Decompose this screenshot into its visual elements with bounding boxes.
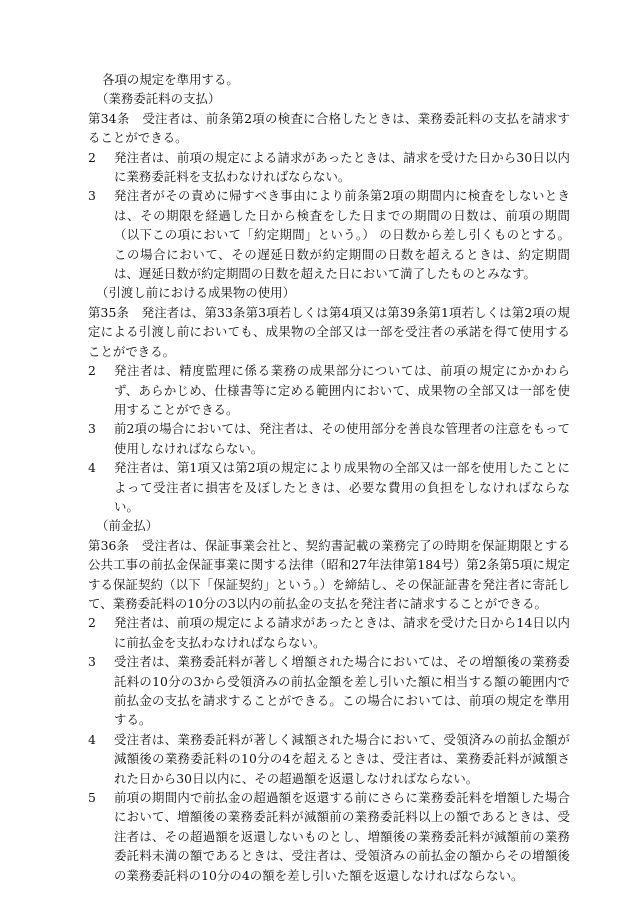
section-heading: （前金払） (96, 518, 159, 534)
paragraph-text: 発注者は、精度監理に係る業務の成果部分については、前項の規定にかかわらず、あらかじめ、仕様書等に定める範囲内において、成果物の全部又は一部を使用することができる。 (114, 363, 570, 417)
lead-continuation: 各項の規定を準用する。 (102, 72, 239, 87)
paragraph-number: 2 (88, 363, 96, 379)
numbered-paragraph (88, 788, 570, 885)
numbered-paragraph (88, 186, 570, 283)
article-paragraph (88, 303, 570, 361)
paragraph-text: 発注者は、第33条第3項若しくは第4項又は第39条第1項若しくは第2項の規定による引渡し前においても、成果物の全部又は一部を受注者の承諾を得て使用することができる。 (88, 304, 570, 359)
numbered-paragraph (88, 419, 570, 458)
paragraph-text: 発注者は、前項の規定による請求があったときは、請求を受けた日から14日以内に前払金を支払わなければならない。 (114, 615, 570, 650)
section-heading: （業務委託料の支払） (96, 91, 221, 107)
numbered-paragraph (88, 730, 570, 788)
article-label: 第34条 (88, 110, 130, 126)
article-label: 第35条 (88, 304, 130, 320)
paragraph-text: 受注者は、保証事業会社と、契約書記載の業務完了の時期を保証期限とする公共工事の前払金保証事業に関する法律（昭和27年法律第184号）第2条第5項に規定する保証契約（以下「保証契約」という。）を締結し、その保証証書を発注者に寄託して、業務委託料の10分の3以内の前払金の支払を発注者に請求することができる。 (88, 537, 571, 611)
article-paragraph (88, 109, 570, 148)
paragraph-text: 発注者は、第1項又は第2項の規定により成果物の全部又は一部を使用したことによって受注者に損害を及ぼしたときは、必要な費用の負担をしなければならない。 (114, 460, 570, 514)
section-heading: （引渡し前における成果物の使用） (96, 285, 296, 301)
paragraph-text: 前項の期間内で前払金の超過額を返還する前にさらに業務委託料を増額した場合において、増額後の業務委託料が減額前の業務委託料以上の額であるときは、受注者は、その超過額を返還しないものとし、増額後の業務委託料が減額前の業務委託料未満の額であるときは、受注者は、受領済みの前払金の額からその増額後の業務委託料の10分の4の額を差し引いた額を返還しなければならない。 (114, 790, 570, 883)
paragraph-number: 4 (88, 460, 96, 476)
paragraph-text: 発注者は、前項の規定による請求があったときは、請求を受けた日から30日以内に業務委託料を支払わなければならない。 (114, 149, 570, 185)
paragraph-number: 5 (88, 790, 96, 806)
paragraph-text: 受注者は、業務委託料が著しく減額された場合において、受領済みの前払金額が減額後の業務委託料の10分の4を超えるときは、受注者は、業務委託料が減額された日から30日以内に、その超過額を返還しなければならない。 (114, 731, 570, 786)
paragraph-number: 2 (88, 149, 96, 165)
article-label: 第36条 (88, 537, 130, 553)
numbered-paragraph (88, 361, 570, 419)
paragraph-text: 発注者がその責めに帰すべき事由により前条第2項の期間内に検査をしないときは、その期限を経過した日から検査をした日までの期間の日数は、前項の期間（以下この項において「約定期間」という。） の日数から差し引くものとする。この場合において、その遅延日数が約定期間の日数を超えるときは、約定期間は、遅延日数が約定期間の日数を超えた日において満了したものとみなす。 (114, 188, 570, 282)
paragraph-number: 2 (88, 615, 96, 631)
paragraph-text: 受注者は、業務委託料が著しく増額された場合においては、その増額後の業務委託料の10分の3から受領済みの前払金額を差し引いた額に相当する額の範囲内で前払金の支払を請求することができる。この場合においては、前項の規定を準用する。 (114, 654, 570, 728)
paragraph-number: 3 (88, 188, 96, 204)
numbered-paragraph (88, 148, 570, 187)
numbered-paragraph (88, 613, 570, 652)
paragraph-text: 受注者は、前条第2項の検査に合格したときは、業務委託料の支払を請求することができる。 (88, 110, 570, 146)
article-paragraph (88, 536, 570, 614)
numbered-paragraph (88, 652, 570, 730)
paragraph-text: 前2項の場合においては、発注者は、その使用部分を善良な管理者の注意をもって使用しなければならない。 (114, 421, 570, 456)
paragraph-number: 4 (88, 731, 96, 747)
numbered-paragraph (88, 458, 570, 516)
paragraph-number: 3 (88, 421, 96, 437)
paragraph-number: 3 (88, 654, 96, 670)
